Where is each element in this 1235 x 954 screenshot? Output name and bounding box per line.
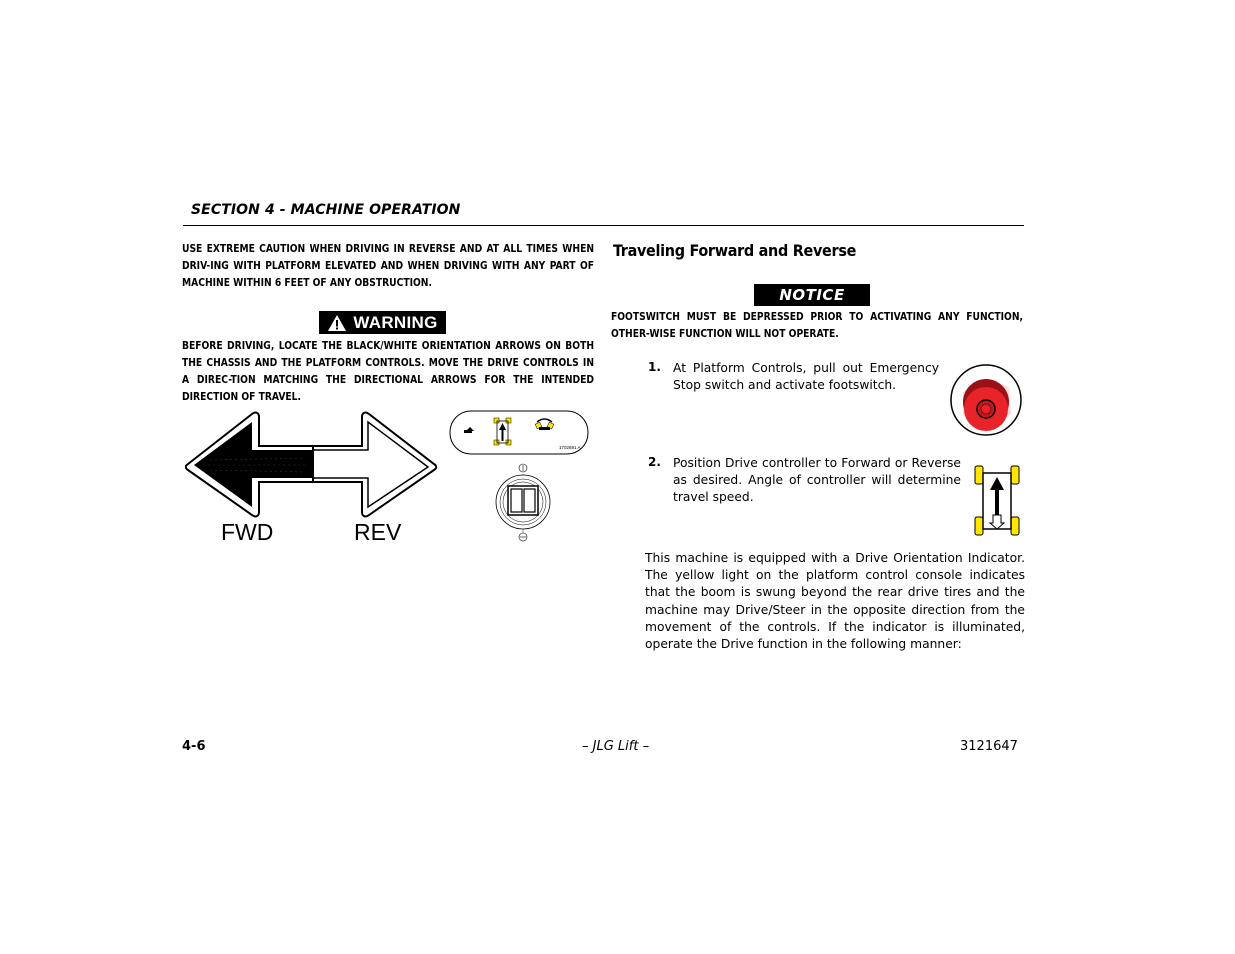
control-decal-figure (449, 410, 589, 455)
rev-label: REV (354, 519, 402, 545)
section-heading: Traveling Forward and Reverse (613, 241, 857, 260)
emergency-stop-icon (949, 364, 1023, 436)
header-divider (183, 225, 1024, 226)
warning-paragraph: BEFORE DRIVING, LOCATE THE BLACK/WHITE ORIENTATION ARROWS ON BOTH THE CHASSIS AND THE PLATFORM CONTROLS. MOVE THE DRIVE CONTROLS IN A DIREC-TION MATCHING THE DIRECTIONAL ARROWS FOR THE INTENDED DIRECTION OF TRAVEL. (182, 341, 594, 403)
warning-triangle-icon (327, 314, 347, 332)
warning-label: WARNING (353, 312, 438, 332)
notice-badge: NOTICE (754, 284, 870, 306)
step-1-number: 1. (648, 360, 661, 374)
notice-paragraph: FOOTSWITCH MUST BE DEPRESSED PRIOR TO ACTIVATING ANY FUNCTION, OTHER-WISE FUNCTION WILL NOT OPERATE. (611, 312, 1023, 340)
page-number: 4-6 (182, 739, 206, 754)
fwd-label: FWD (221, 519, 274, 545)
caution-paragraph: USE EXTREME CAUTION WHEN DRIVING IN REVERSE AND AT ALL TIMES WHEN DRIV-ING WITH PLATFORM ELEVATED AND WHEN DRIVING WITH ANY PART OF MACHINE WITHIN 6 FEET OF ANY OBSTRUCTION. (182, 244, 594, 289)
warning-badge (319, 311, 446, 334)
rev-arrow-icon (313, 413, 436, 517)
section-title: SECTION 4 - MACHINE OPERATION (191, 202, 461, 218)
step-2-number: 2. (648, 455, 661, 469)
footer-brand: – JLG Lift – (582, 739, 650, 754)
chassis-orientation-icon (971, 463, 1023, 538)
step-2-text: Position Drive controller to Forward or Reverse as desired. Angle of controller will determine travel speed. (673, 456, 961, 505)
decal-code: 1702691 A (559, 445, 581, 450)
fwd-arrow-icon (186, 413, 313, 517)
step-1-text: At Platform Controls, pull out Emergency Stop switch and activate footswitch. (673, 361, 939, 393)
drive-controller-figure (490, 460, 556, 542)
drive-orientation-paragraph: This machine is equipped with a Drive Orientation Indicator. The yellow light on the platform control console indicates that the boom is swung beyond the rear drive tires and the machine may Drive/Steer in the opposite direction from the movement of the controls. If the indicator is illuminated, operate the Drive function in the following manner: (645, 551, 1025, 652)
document-number: 3121647 (960, 739, 1018, 754)
